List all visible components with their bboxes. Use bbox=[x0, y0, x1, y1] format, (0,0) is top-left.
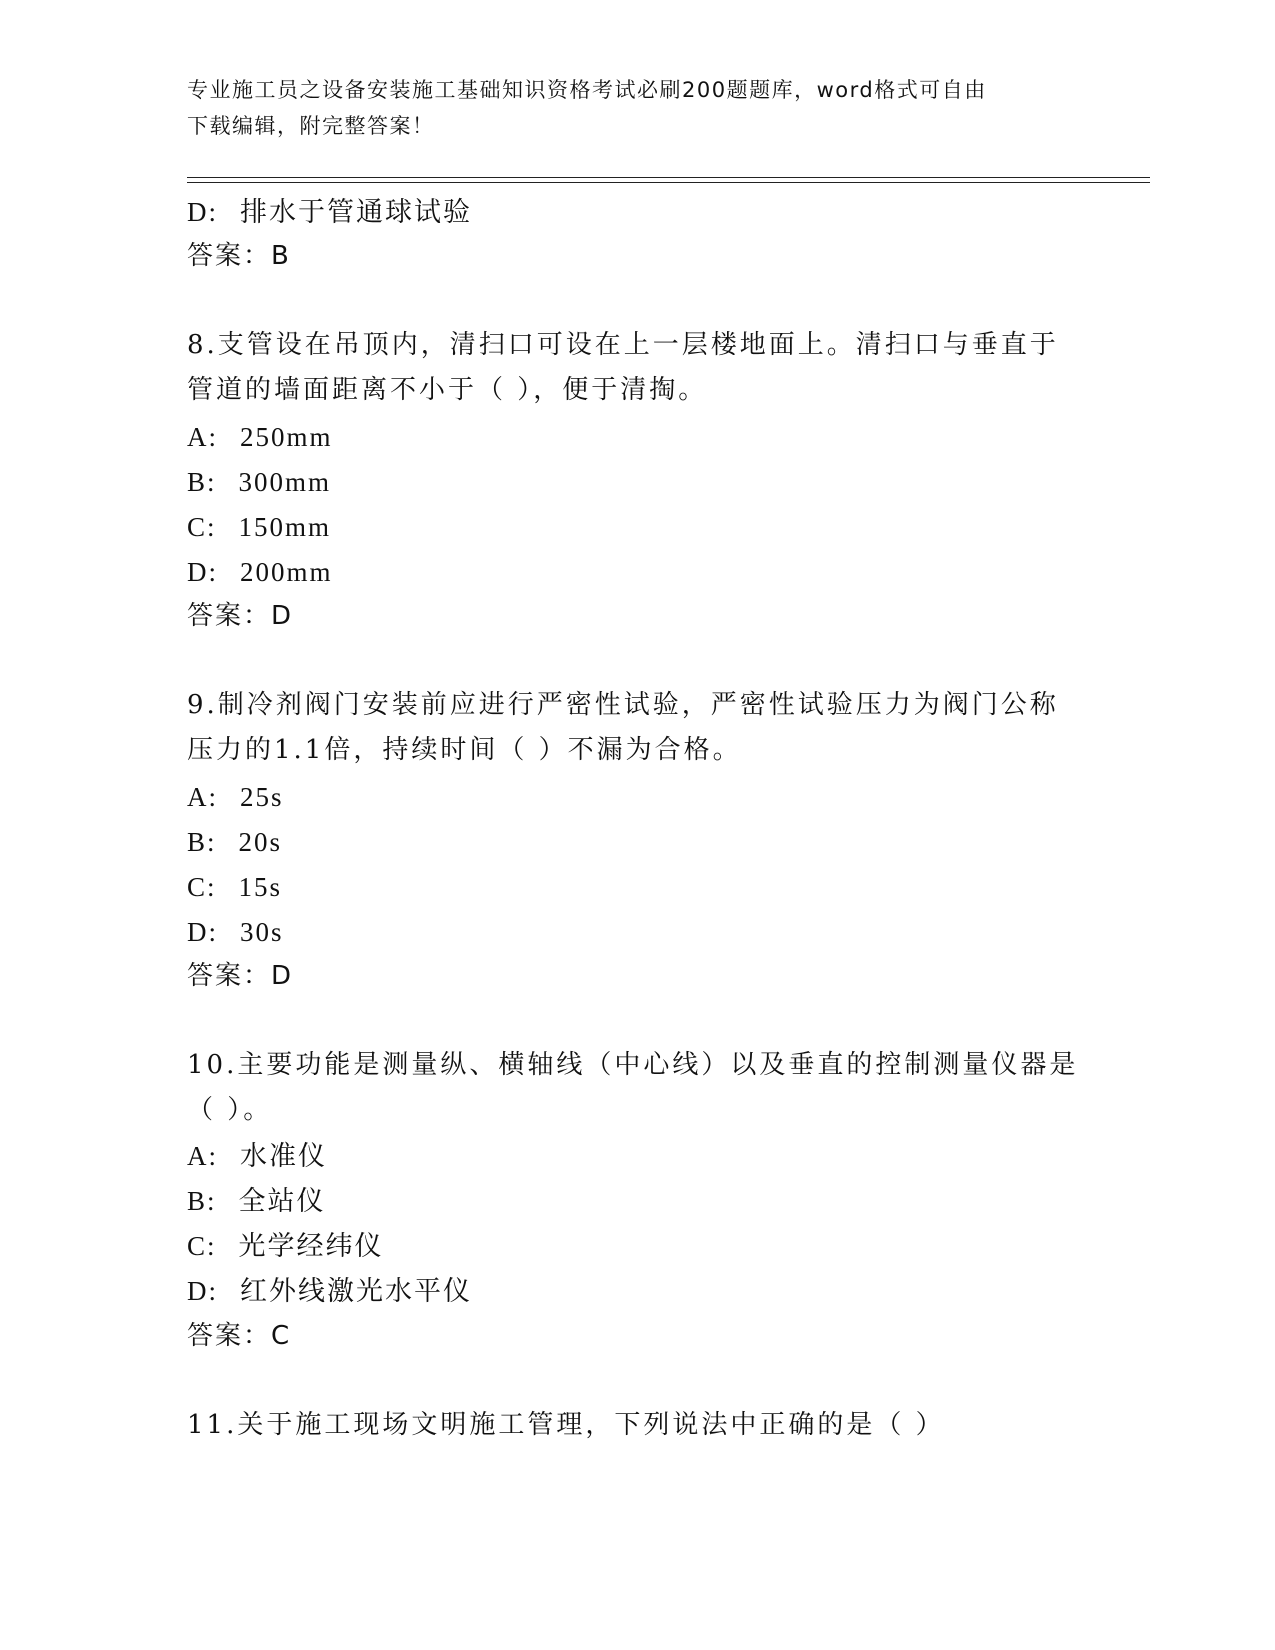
q10-answer: 答案：C bbox=[187, 1321, 292, 1351]
q8-answer: 答案：D bbox=[187, 601, 294, 631]
q9-option-c: C: 15s bbox=[187, 872, 283, 902]
header-divider-bottom bbox=[187, 182, 1150, 183]
q10-option-a: A: 水准仪 bbox=[187, 1141, 327, 1172]
q10-option-c: C: 光学经纬仪 bbox=[187, 1231, 384, 1262]
q8-option-b: B: 300mm bbox=[187, 467, 332, 497]
q11-text-line-1: 11.关于施工现场文明施工管理，下列说法中正确的是（ ） bbox=[187, 1410, 945, 1440]
q9-option-a: A: 25s bbox=[187, 782, 284, 812]
q9-option-d: D: 30s bbox=[187, 917, 284, 947]
q8-option-a: A: 250mm bbox=[187, 422, 333, 452]
document-header bbox=[187, 72, 1077, 144]
header-line-1: 专业施工员之设备安装施工基础知识资格考试必刷200题题库，word格式可自由 bbox=[187, 78, 987, 102]
header-divider-top bbox=[187, 177, 1150, 178]
q10-option-d: D: 红外线激光水平仪 bbox=[187, 1276, 472, 1307]
q9-answer: 答案：D bbox=[187, 961, 294, 991]
q9-option-b: B: 20s bbox=[187, 827, 283, 857]
q9-text-line-2: 压力的1.1倍，持续时间（ ）不漏为合格。 bbox=[187, 735, 742, 765]
q10-text-line-2: （ ）。 bbox=[187, 1095, 273, 1125]
q8-text-line-2: 管道的墙面距离不小于（ ），便于清掏。 bbox=[187, 375, 708, 405]
header-line-2: 下载编辑，附完整答案！ bbox=[187, 114, 435, 138]
q10-text-line-1: 10.主要功能是测量纵、横轴线（中心线）以及垂直的控制测量仪器是 bbox=[187, 1050, 1079, 1080]
q8-option-d: D: 200mm bbox=[187, 557, 333, 587]
q9-text-line-1: 9.制冷剂阀门安装前应进行严密性试验，严密性试验压力为阀门公称 bbox=[187, 690, 1059, 720]
q10-option-b: B: 全站仪 bbox=[187, 1186, 326, 1217]
prev-answer: 答案：B bbox=[187, 241, 291, 271]
prev-option-d: D: 排水于管通球试验 bbox=[187, 197, 472, 228]
q8-option-c: C: 150mm bbox=[187, 512, 332, 542]
q8-text-line-1: 8.支管设在吊顶内，清扫口可设在上一层楼地面上。清扫口与垂直于 bbox=[187, 330, 1059, 360]
